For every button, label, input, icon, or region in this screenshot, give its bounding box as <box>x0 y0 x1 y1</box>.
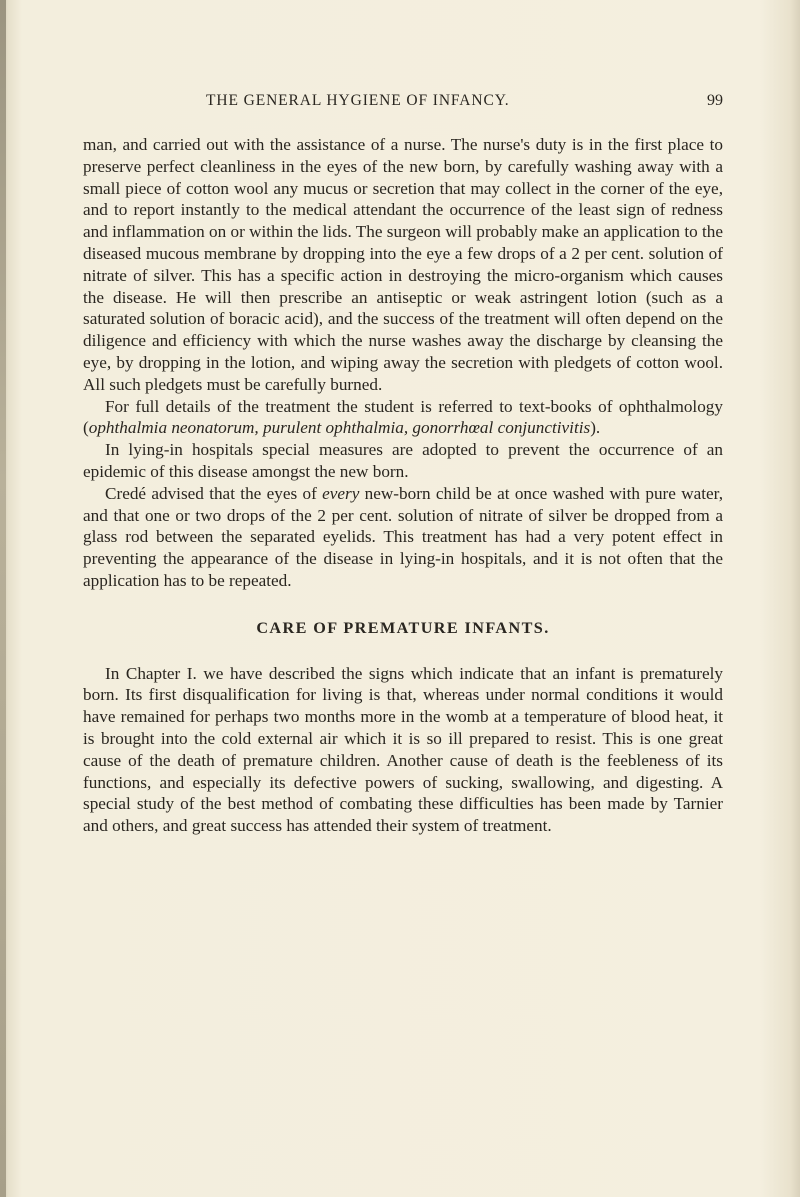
paragraph-4-text-start: Credé advised that the eyes of <box>105 483 323 503</box>
paragraph-4-text-end: new-born child be at once washed with pure water, and that one or two drops of the 2 per cent. solution of nitrate of silver be dropped from a glass rod between the separated eyelids. This treatment has had a very potent effect in preventing the appearance of the disease in lying-in hospitals, and it is not often that the application has to be repeated. <box>83 483 723 590</box>
paragraph-4-italic: every <box>322 483 360 503</box>
page-number: 99 <box>707 92 723 109</box>
paragraph-4 <box>83 483 723 592</box>
paragraph-2 <box>83 396 723 440</box>
paragraph-1: man, and carried out with the assistance of a nurse. The nurse's duty is in the first place to preserve perfect cleanliness in the eyes of the new born, by carefully washing away with a small piece of cotton wool any mucus or secretion that may collect in the corner of the eye, and to report instantly to the medical attendant the occurrence of the least sign of redness and inflammation on or within the lids. The surgeon will probably make an application to the diseased mucous membrane by dropping into the eye a few drops of a 2 per cent. solution of nitrate of silver. This has a specific action in destroying the micro-organism which causes the disease. He will then prescribe an antiseptic or weak astringent lotion (such as a saturated solution of boracic acid), and the success of the treatment will often depend on the diligence and efficiency with which the nurse washes away the discharge by cleansing the eye, by dropping in the lotion, and wiping away the secretion with pledgets of cotton wool. All such pledgets must be carefully burned. <box>83 135 723 394</box>
paragraph-5: In Chapter I. we have described the signs which indicate that an infant is prematurely born. Its first disqualification for living is that, whereas under normal conditions it would have remained for perhaps two months more in the womb at a temperature of blood heat, it is brought into the cold external air which it is so ill prepared to resist. This is one great cause of the death of premature children. Another cause of death is the feebleness of its functions, and especially its defective powers of sucking, swallowing, and digesting. A special study of the best method of combating these difficulties has been made by Tarnier and others, and great success has attended their system of treatment. <box>83 663 723 836</box>
paragraph-3: In lying-in hospitals special measures are adopted to prevent the occurrence of an epidemic of this disease amongst the new born. <box>83 440 723 481</box>
body-text <box>83 134 723 837</box>
page-header <box>83 92 723 116</box>
binding-gutter <box>0 0 6 1197</box>
paragraph-2-text-start: For full details of the treatment the student is referred to text-books of ophthalmology ( <box>83 396 723 438</box>
paragraph-2-italic: ophthalmia neonatorum, purulent ophthalmia, gonorrhœal conjunctivitis <box>88 418 591 438</box>
running-title: THE GENERAL HYGIENE OF INFANCY. <box>206 92 510 109</box>
paragraph-2-text-end: ). <box>590 418 601 438</box>
section-heading: CARE OF PREMATURE INFANTS. <box>256 618 550 637</box>
